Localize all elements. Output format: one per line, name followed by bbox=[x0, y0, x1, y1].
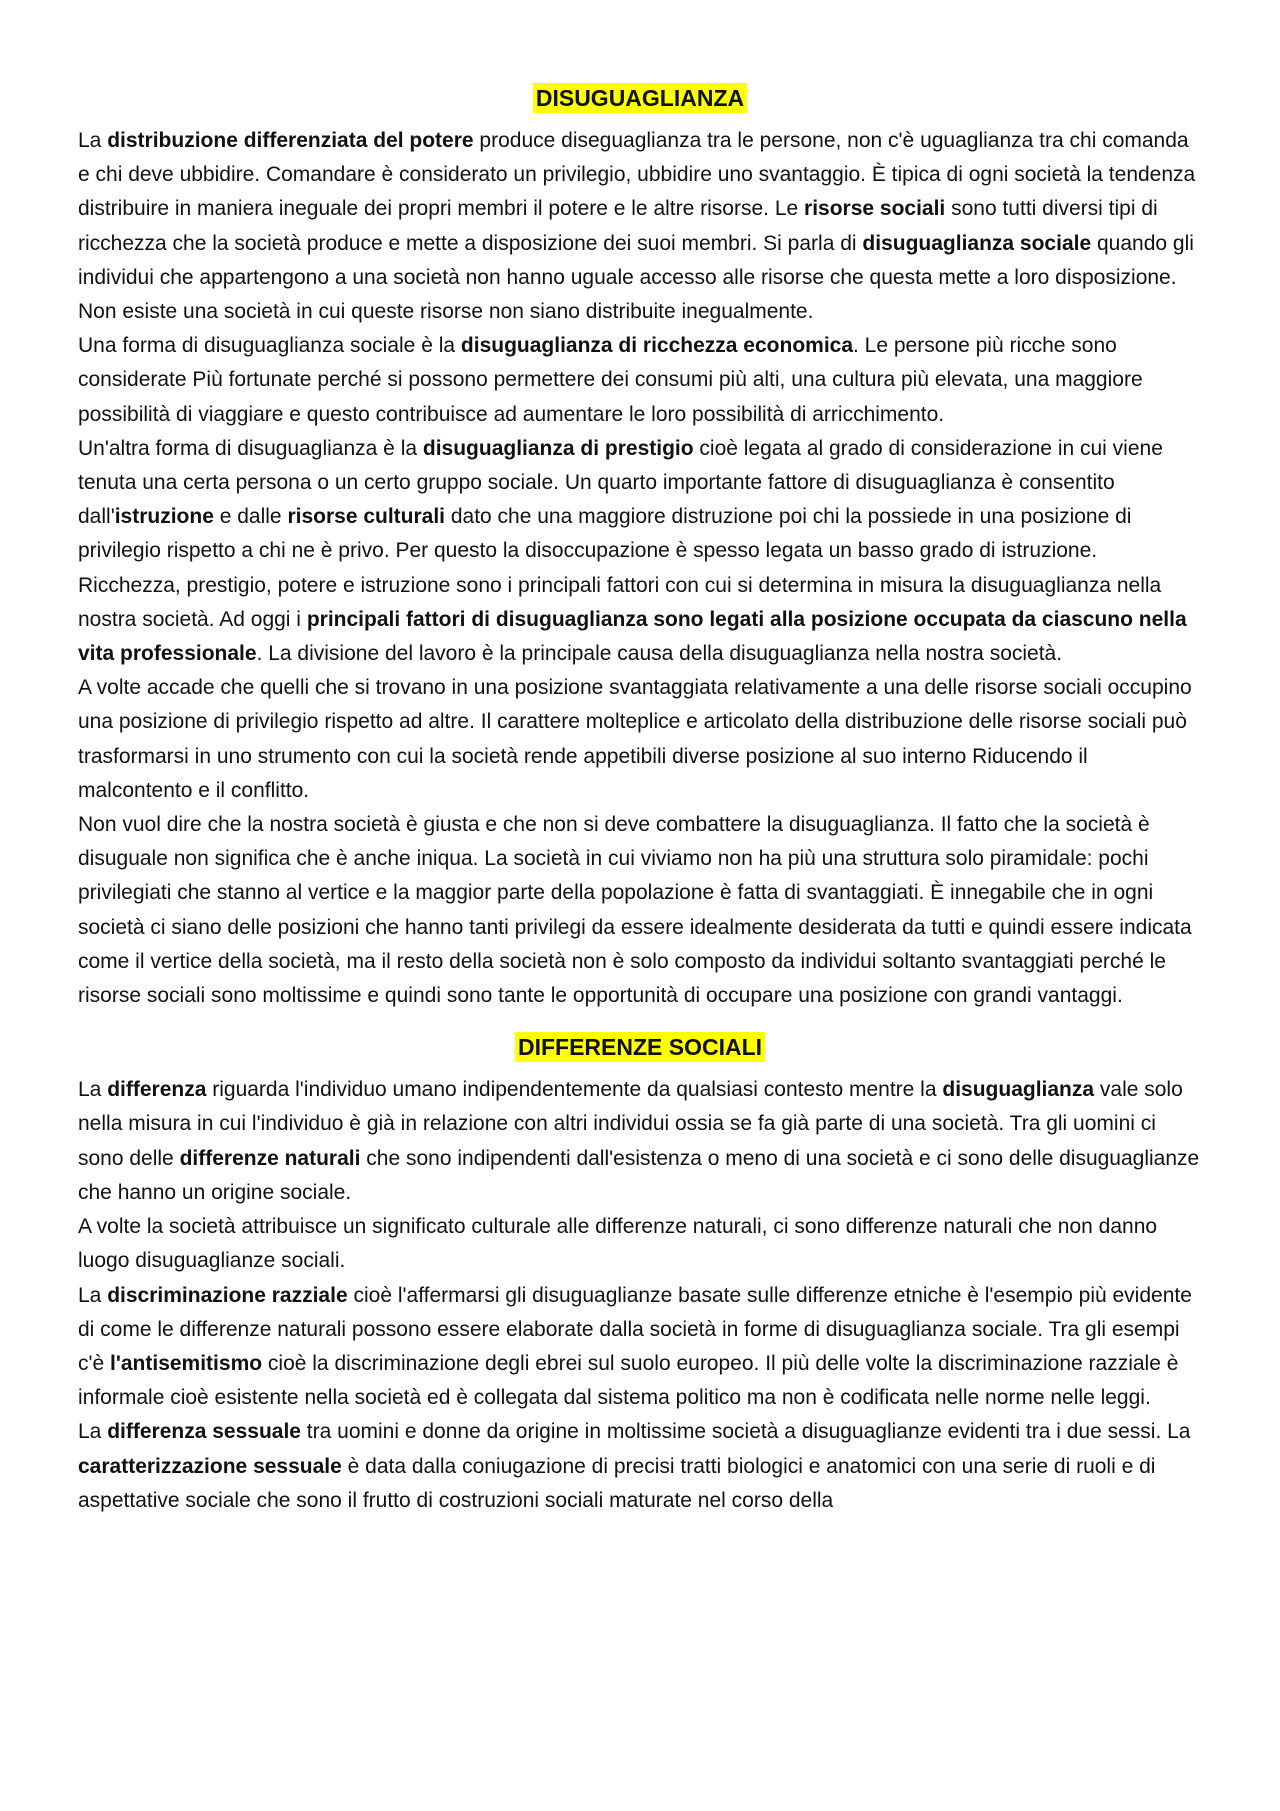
paragraph bbox=[78, 671, 1202, 808]
text-run: e dalle bbox=[213, 505, 288, 529]
bold-term: istruzione bbox=[114, 505, 214, 529]
text-run: A volte la società attribuisce un significato culturale alle differenze naturali, ci sono differenze naturali che non danno luogo disuguaglianze sociali. bbox=[78, 1215, 1158, 1273]
bold-term: principali fattori di disuguaglianza sono legati alla posizione occupata da ciascuno nella vita professionale bbox=[78, 607, 1187, 666]
text-run: cioè l'affermarsi gli disuguaglianze basate sulle differenze etniche è l'esempio più evidente di come le differenze naturali possono essere elaborate dalla società in forme di disuguaglianza sociale. Tra gli esempi c'è bbox=[78, 1283, 1192, 1375]
highlighted-title: DIFFERENZE SOCIALI bbox=[515, 1032, 765, 1062]
bold-term: l'antisemitismo bbox=[110, 1351, 263, 1375]
text-run: . La divisione del lavoro è la principale causa della disuguaglianza nella nostra società. bbox=[256, 642, 1063, 666]
text-run: che sono indipendenti dall'esistenza o meno di una società e ci sono delle disuguaglianze che hanno un origine sociale. bbox=[78, 1146, 1200, 1204]
section-title-differenze-sociali bbox=[78, 1027, 1202, 1067]
text-run: quando gli individui che appartengono a una società non hanno uguale accesso alle risorse che questa mette a loro disposizione. Non esiste una società in cui queste risorse non siano distribuite inegualmente. bbox=[78, 231, 1194, 324]
bold-term: differenze naturali bbox=[179, 1146, 361, 1170]
text-run: cioè legata al grado di considerazione in cui viene tenuta una certa persona o un certo gruppo sociale. Un quarto importante fattore di disuguaglianza è consentito dall' bbox=[78, 436, 1163, 529]
text-run: dato che una maggiore distruzione poi chi la possiede in una posizione di privilegio rispetto a chi ne è privo. Per questo la disoccupazione è spesso legata un basso grado di istruzione. bbox=[78, 505, 1132, 563]
bold-term: differenza sessuale bbox=[107, 1420, 301, 1444]
text-run: La bbox=[78, 129, 108, 152]
section-title-disuguaglianza bbox=[78, 78, 1202, 118]
paragraph bbox=[78, 1210, 1202, 1278]
text-run: Ricchezza, prestigio, potere e istruzione sono i principali fattori con cui si determina in misura la disuguaglianza nella nostra società. Ad oggi i bbox=[78, 573, 1162, 631]
highlighted-title: DISUGUAGLIANZA bbox=[533, 83, 747, 113]
bold-term: distribuzione differenziata del potere bbox=[107, 129, 474, 152]
text-run: La bbox=[78, 1283, 108, 1307]
text-run: La bbox=[78, 1420, 108, 1444]
bold-term: differenza bbox=[107, 1078, 207, 1102]
text-run: Un'altra forma di disuguaglianza è la bbox=[78, 436, 423, 460]
paragraph bbox=[78, 1415, 1202, 1518]
paragraph bbox=[78, 1073, 1202, 1210]
text-run: riguarda l'individuo umano indipendentemente da qualsiasi contesto mentre la bbox=[206, 1078, 943, 1102]
text-run: vale solo nella misura in cui l'individuo è già in relazione con altri individui ossia se fa già parte di una società. Tra gli uomini ci sono delle bbox=[78, 1078, 1183, 1170]
bold-term: disuguaglianza sociale bbox=[862, 231, 1092, 255]
bold-term: disuguaglianza di prestigio bbox=[422, 436, 694, 460]
bold-term: risorse culturali bbox=[287, 505, 446, 529]
bold-term: disuguaglianza di ricchezza economica bbox=[460, 334, 854, 358]
text-run: è data dalla coniugazione di precisi tratti biologici e anatomici con una serie di ruoli e di aspettative sociale che sono il frutto di costruzioni sociali maturate nel corso della bbox=[78, 1454, 1156, 1512]
bold-term: risorse sociali bbox=[804, 197, 946, 221]
section-differenze-sociali-body bbox=[78, 1073, 1202, 1518]
text-run: La bbox=[78, 1078, 108, 1102]
text-run: produce diseguaglianza tra le persone, non c'è uguaglianza tra chi comanda e chi deve ubbidire. Comandare è considerato un privilegio, ubbidire uno svantaggio. È tipica di ogni società la tendenza distribuire in maniera ineguale dei propri membri il potere e le altre risorse. Le bbox=[78, 129, 1196, 221]
text-run: cioè la discriminazione degli ebrei sul suolo europeo. Il più delle volte la discriminazione razziale è informale cioè esistente nella società ed è collegata dal sistema politico ma non è codificata nelle norme nelle leggi. bbox=[78, 1351, 1179, 1410]
paragraph bbox=[78, 1279, 1202, 1416]
text-run: A volte accade che quelli che si trovano in una posizione svantaggiata relativamente a una delle risorse sociali occupino una posizione di privilegio rispetto ad altre. Il carattere molteplice e articolato della distribuzione delle risorse sociali può trasformarsi in uno strumento con cui la società rende appetibili diverse posizione al suo interno Riducendo il malcontento e il conflitto. bbox=[78, 676, 1192, 802]
paragraph bbox=[78, 569, 1202, 672]
text-run: tra uomini e donne da origine in moltissime società a disuguaglianze evidenti tra i due sessi. La bbox=[300, 1420, 1191, 1444]
text-run: sono tutti diversi tipi di ricchezza che la società produce e mette a disposizione dei suoi membri. Si parla di bbox=[78, 197, 1158, 255]
bold-term: discriminazione razziale bbox=[107, 1283, 348, 1307]
text-run: . Le persone più ricche sono considerate Più fortunate perché si possono permettere dei consumi più alti, una cultura più elevata, una maggiore possibilità di viaggiare e questo contribuisce ad aumentare le loro possibilità di arricchimento. bbox=[78, 334, 1143, 426]
text-run: Una forma di disuguaglianza sociale è la bbox=[78, 334, 461, 358]
section-disuguaglianza-body bbox=[78, 124, 1202, 1013]
text-run: Non vuol dire che la nostra società è giusta e che non si deve combattere la disuguaglianza. Il fatto che la società è disuguale non significa che è anche iniqua. La società in cui viviamo non ha più una struttura solo piramidale: pochi privilegiati che stanno al vertice e la maggior parte della popolazione è fatta di svantaggiati. È innegabile che in ogni società ci siano delle posizioni che hanno tanti privilegi da essere idealmente desiderata da tutti e quindi essere indicata come il vertice della società, ma il resto della società non è solo composto da individui soltanto svantaggiati perché le risorse sociali sono moltissime e quindi sono tante le opportunità di occupare una posizione con grandi vantaggi. bbox=[78, 813, 1192, 1008]
paragraph bbox=[78, 329, 1202, 432]
bold-term: disuguaglianza bbox=[942, 1078, 1095, 1102]
paragraph bbox=[78, 808, 1202, 1013]
bold-term: caratterizzazione sessuale bbox=[78, 1454, 342, 1478]
paragraph bbox=[78, 124, 1202, 329]
paragraph bbox=[78, 432, 1202, 569]
